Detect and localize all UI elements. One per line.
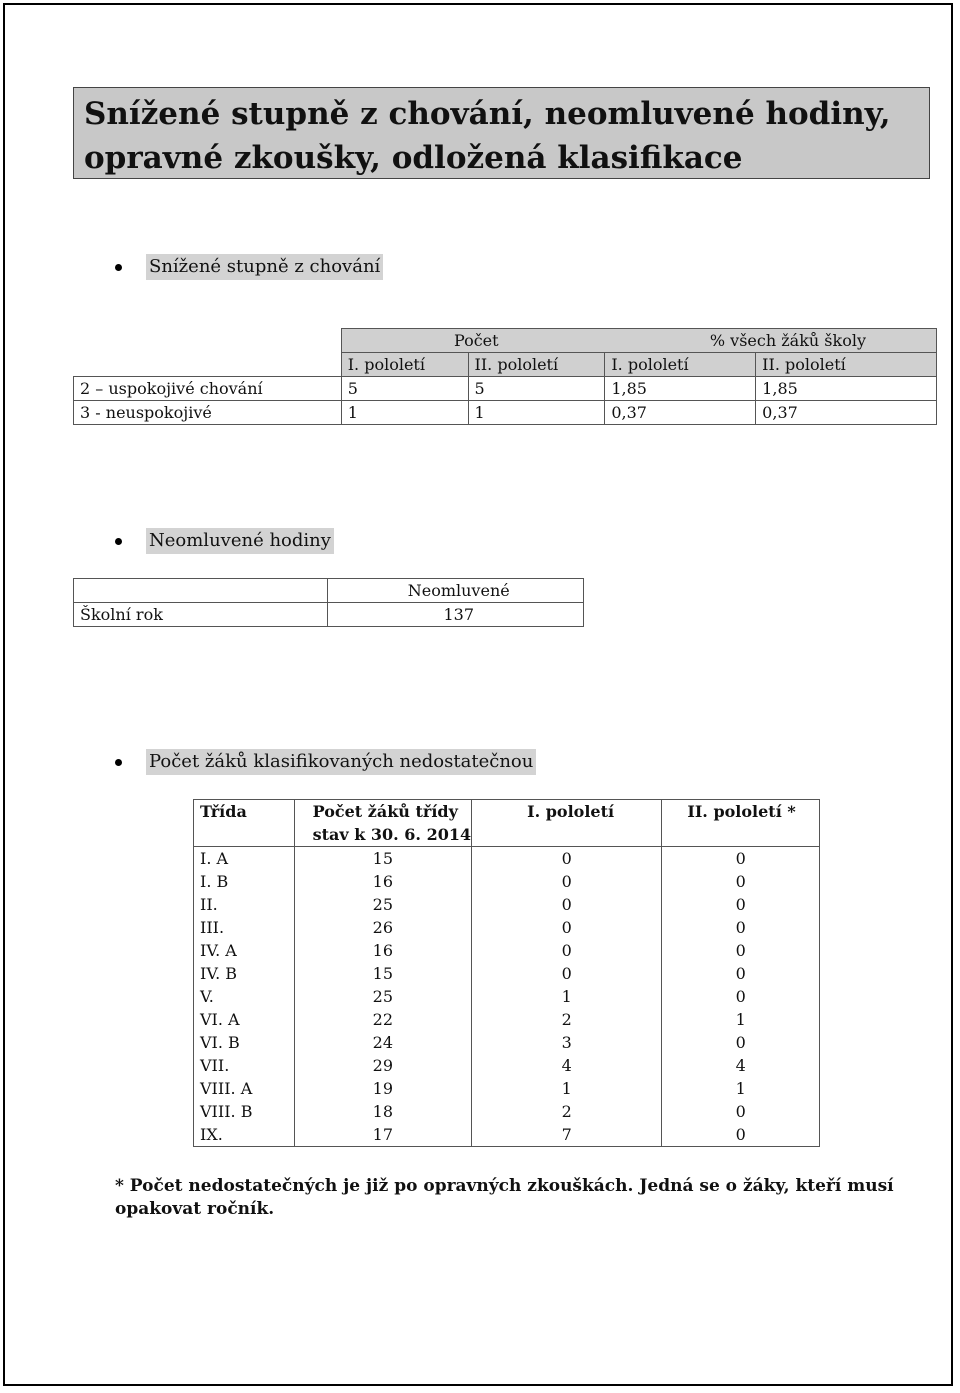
bullet-icon: [115, 759, 122, 766]
failing-students-table: [193, 799, 820, 1147]
cell: 16: [294, 939, 472, 962]
cell: 2: [472, 1008, 662, 1031]
row-label: 2 – uspokojivé chování: [74, 377, 342, 401]
cell: 25: [294, 985, 472, 1008]
cell: 16: [294, 870, 472, 893]
column-header: I. pololetí: [605, 353, 756, 377]
cell: 26: [294, 916, 472, 939]
cell: 19: [294, 1077, 472, 1100]
class-name-cell: I. A: [194, 847, 295, 871]
empty-cell: [74, 329, 342, 353]
cell: 1: [472, 1077, 662, 1100]
title-line-1: Snížené stupně z chování, neomluvené hodiny,: [84, 96, 891, 132]
cell: 22: [294, 1008, 472, 1031]
column-header: II. pololetí: [468, 353, 605, 377]
cell: 0: [662, 893, 820, 916]
header-row: [194, 823, 820, 847]
section-heading-unexcused: [115, 528, 334, 554]
empty-cell: [74, 353, 342, 377]
column-header: I. pololetí: [341, 353, 468, 377]
table-row: [194, 1031, 820, 1054]
cell: 0: [662, 1100, 820, 1123]
class-name-cell: I. B: [194, 870, 295, 893]
cell: 1: [662, 1077, 820, 1100]
cell: 1: [341, 401, 468, 425]
cell: 24: [294, 1031, 472, 1054]
table-row: [74, 401, 937, 425]
bullet-icon: [115, 538, 122, 545]
cell: 1: [468, 401, 605, 425]
table-row: [74, 377, 937, 401]
cell: 0: [472, 893, 662, 916]
class-name-cell: VI. A: [194, 1008, 295, 1031]
empty-cell: [194, 823, 295, 847]
cell: 0: [662, 985, 820, 1008]
table-row: [194, 916, 820, 939]
cell: 0: [472, 939, 662, 962]
column-header: Třída: [194, 800, 295, 824]
section-heading-failing: [115, 749, 536, 775]
table-row: [194, 1077, 820, 1100]
class-name-cell: V.: [194, 985, 295, 1008]
cell: 0: [662, 916, 820, 939]
section-label: Neomluvené hodiny: [146, 528, 334, 554]
behavior-table: [73, 328, 937, 425]
class-name-cell: II.: [194, 893, 295, 916]
cell: 0: [472, 916, 662, 939]
cell: 4: [472, 1054, 662, 1077]
column-header: Počet žáků třídy: [294, 800, 472, 824]
header-row: [194, 800, 820, 824]
cell: 5: [468, 377, 605, 401]
cell: 0: [662, 1031, 820, 1054]
cell: 7: [472, 1123, 662, 1147]
page-title: [73, 87, 930, 179]
cell: 0: [662, 870, 820, 893]
cell: 0: [662, 939, 820, 962]
row-label: Školní rok: [74, 603, 328, 627]
class-name-cell: VI. B: [194, 1031, 295, 1054]
column-header: stav k 30. 6. 2014: [294, 823, 472, 847]
cell: 1: [472, 985, 662, 1008]
table-row: [194, 1123, 820, 1147]
class-name-cell: IV. B: [194, 962, 295, 985]
group-header-count: Počet: [341, 329, 605, 353]
table-row: [194, 939, 820, 962]
class-name-cell: IV. A: [194, 939, 295, 962]
row-label: 3 - neuspokojivé: [74, 401, 342, 425]
cell: 0: [472, 870, 662, 893]
table-row: [194, 962, 820, 985]
cell: 15: [294, 847, 472, 871]
cell: 0: [662, 962, 820, 985]
class-name-cell: VII.: [194, 1054, 295, 1077]
cell: 0: [472, 962, 662, 985]
column-header: I. pololetí: [472, 800, 662, 824]
title-line-2: opravné zkoušky, odložená klasifikace: [84, 140, 743, 176]
cell: 0,37: [605, 401, 756, 425]
table-row: [194, 1008, 820, 1031]
cell: 3: [472, 1031, 662, 1054]
cell: 0: [662, 1123, 820, 1147]
cell: 25: [294, 893, 472, 916]
cell: 0: [472, 847, 662, 871]
empty-cell: [74, 579, 328, 603]
cell: 2: [472, 1100, 662, 1123]
table-row: [194, 1100, 820, 1123]
section-label: Počet žáků klasifikovaných nedostatečnou: [146, 749, 536, 775]
group-header-percent: % všech žáků školy: [605, 329, 937, 353]
unexcused-hours-table: [73, 578, 584, 627]
table-row: [194, 870, 820, 893]
table-row: [74, 603, 584, 627]
class-name-cell: III.: [194, 916, 295, 939]
class-name-cell: VIII. A: [194, 1077, 295, 1100]
empty-cell: [472, 823, 662, 847]
column-header: Neomluvené: [328, 579, 584, 603]
empty-cell: [662, 823, 820, 847]
cell: 4: [662, 1054, 820, 1077]
cell: 1,85: [605, 377, 756, 401]
section-label: Snížené stupně z chování: [146, 254, 383, 280]
cell: 17: [294, 1123, 472, 1147]
cell: 5: [341, 377, 468, 401]
cell: 1: [662, 1008, 820, 1031]
cell: 0: [662, 847, 820, 871]
class-name-cell: IX.: [194, 1123, 295, 1147]
class-name-cell: VIII. B: [194, 1100, 295, 1123]
column-header: II. pololetí: [756, 353, 937, 377]
cell: 18: [294, 1100, 472, 1123]
cell: 29: [294, 1054, 472, 1077]
bullet-icon: [115, 264, 122, 271]
section-heading-behavior: [115, 254, 383, 280]
table-row: [194, 847, 820, 871]
cell: 0,37: [756, 401, 937, 425]
table-row: [194, 893, 820, 916]
cell: 15: [294, 962, 472, 985]
table-row: [194, 1054, 820, 1077]
column-header: II. pololetí *: [662, 800, 820, 824]
cell: 1,85: [756, 377, 937, 401]
table-row: [194, 985, 820, 1008]
cell: 137: [328, 603, 584, 627]
footnote: * Počet nedostatečných je již po opravných zkouškách. Jedná se o žáky, kteří musí opakovat ročník.: [115, 1176, 894, 1219]
